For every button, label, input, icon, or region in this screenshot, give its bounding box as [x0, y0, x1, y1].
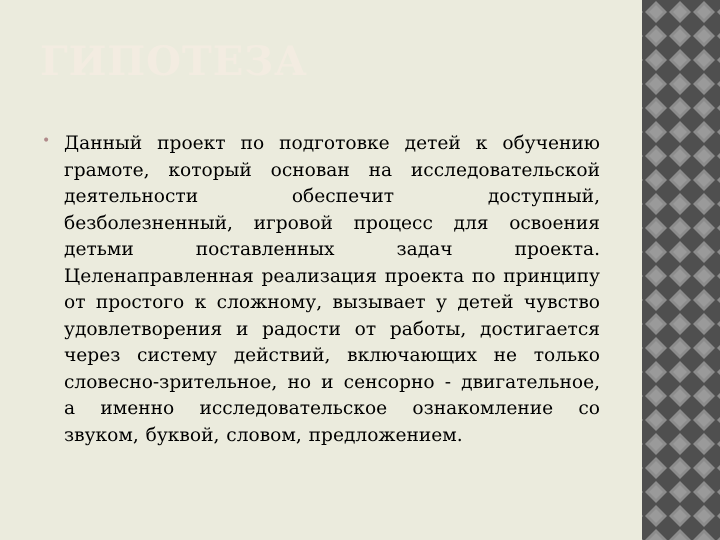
slide-content	[40, 131, 600, 449]
bullet-icon: •	[42, 133, 51, 149]
diamond-checker-pattern	[642, 0, 720, 540]
bullet-item	[40, 131, 600, 449]
body-paragraph: Данный проект по подготовке детей к обучению грамоте, который основан на исследовательской деятельности обеспечит доступный, безболезненный, игровой процесс для освоения детьми поставленных задач проекта. Целенаправленная реализация проекта по принципу от простого к сложному, вызывает у детей чувство удовлетворения и радости от работы, достигается через систему действий, включающих не только словесно-зрительное, но и сенсорно - двигательное, а именно исследовательское ознакомление со звуком, буквой, словом, предложением.	[64, 133, 600, 446]
slide-title: ГИПОТЕЗА	[40, 38, 308, 85]
